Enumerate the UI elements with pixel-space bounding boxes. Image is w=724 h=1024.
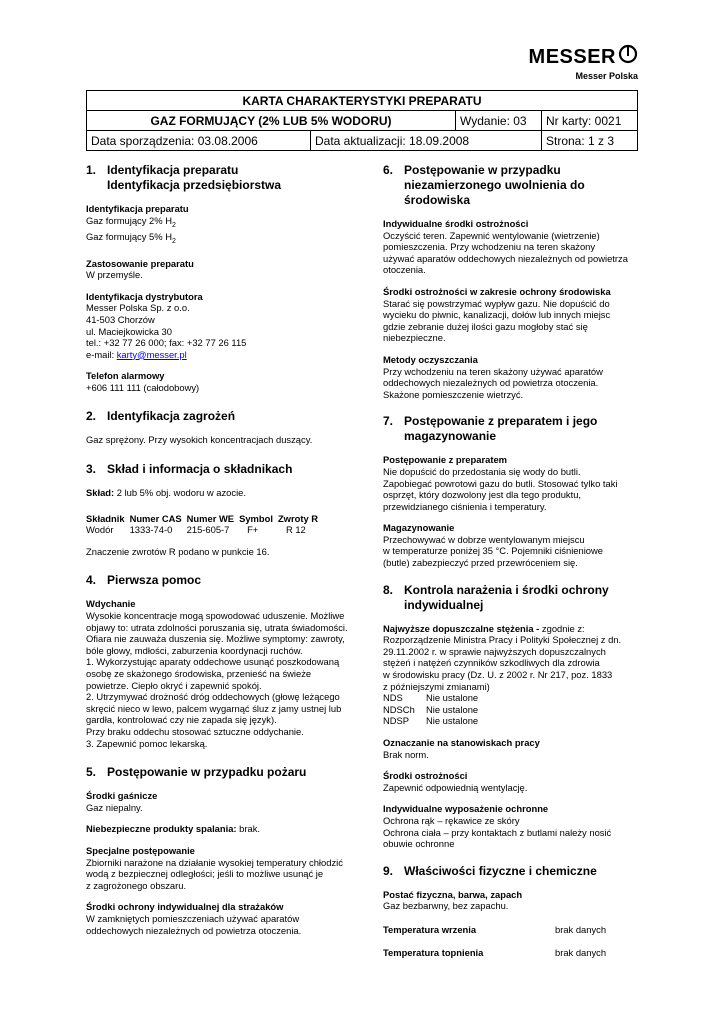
- subheading: Indywidualne wyposażenie ochronne: [383, 803, 549, 815]
- section-title: niezamierzonego uwolnienia do: [404, 178, 585, 192]
- text-line: Gaz niepalny.: [86, 801, 143, 813]
- section-1-heading: [86, 163, 356, 193]
- section-title: Postępowanie w przypadku pożaru: [107, 765, 307, 780]
- handling: [383, 454, 645, 512]
- text-line: powietrze. Ciepło okryć i zapewnić spokój.: [86, 679, 262, 691]
- text-line: skręcić nieco w lewo, palcem wygarnąć śluz z jamy ustnej lub: [86, 702, 342, 714]
- extinguishing-media: [86, 790, 356, 813]
- column-header: Numer CAS: [129, 512, 182, 524]
- table-cell: Wodór: [86, 524, 114, 536]
- text-line: wodą z bezpiecznej odległości; jeśli to możliwe usunąć je: [86, 868, 324, 880]
- brand-logo: [518, 44, 638, 84]
- left-column: [86, 163, 356, 946]
- limit-key: NDS: [383, 692, 403, 704]
- special-procedures: [86, 845, 356, 891]
- section-title: środowiska: [404, 193, 471, 207]
- subheading: Środki ochrony indywidualnej dla strażaków: [86, 901, 284, 913]
- section-title: Skład i informacja o składnikach: [107, 462, 293, 477]
- product-identification: [86, 203, 356, 248]
- section-5-heading: [86, 765, 356, 780]
- text-line: bóle głowy, mdłości, zaburzenia koordynacji ruchów.: [86, 644, 303, 656]
- email-link[interactable]: karty@messer.pl: [116, 348, 187, 360]
- section-number: 3.: [86, 462, 97, 477]
- subheading: Środki gaśnicze: [86, 790, 158, 802]
- text-line: oddechowych niezależnych od powietrza otoczenia.: [86, 924, 302, 936]
- subheading: Metody oczyszczania: [383, 353, 478, 365]
- section-number: 5.: [86, 765, 97, 780]
- right-column: [383, 163, 645, 969]
- text-line: Messer Polska Sp. z o.o.: [86, 302, 190, 314]
- page-number: Strona: 1 z 3: [542, 131, 638, 151]
- firefighter-protection: [86, 901, 356, 936]
- text-line: Zbiorniki narażone na działanie wysokiej temperatury chłodzić: [86, 856, 343, 868]
- text-line: przewidzianego ciśnienia i temperatury.: [383, 500, 547, 512]
- subheading: Specjalne postępowanie: [86, 844, 195, 856]
- property-key: Temperatura topnienia: [383, 946, 484, 958]
- product-use: [86, 258, 356, 281]
- section-title: Identyfikacja zagrożeń: [107, 409, 236, 424]
- text-line: Gaz formujący 2% H: [86, 214, 172, 226]
- section-9-heading: [383, 864, 645, 879]
- text-line: Starać się powstrzymać wypływ gazu. Nie dopuścić do: [383, 297, 610, 309]
- subheading: Postępowanie z preparatem: [383, 454, 507, 466]
- section-number: 2.: [86, 409, 97, 424]
- subheading: Zastosowanie preparatu: [86, 257, 194, 269]
- text-line: Gaz sprężony. Przy wysokich koncentracjach duszący.: [86, 434, 313, 446]
- column-header: Zwroty R: [277, 512, 319, 524]
- document-title: KARTA CHARAKTERYSTYKI PREPARATU: [87, 91, 638, 111]
- text-line: Zapewnić odpowiednią wentylację.: [383, 781, 528, 793]
- text-line: oddechowych niezależnych od powietrza otoczenia.: [383, 377, 599, 389]
- subheading: Środki ostrożności w zakresie ochrony środowiska: [383, 285, 611, 297]
- subheading: Identyfikacja preparatu: [86, 203, 189, 214]
- text-line: Znaczenie zwrotów R podano w punkcie 16.: [86, 545, 270, 557]
- table-cell: R 12: [285, 524, 306, 536]
- text-line: gdzie zebranie dużej ilości gazu mogłoby stać się: [383, 320, 588, 332]
- section-title: Identyfikacja przedsiębiorstwa: [107, 178, 282, 192]
- messer-logo-icon: [618, 44, 638, 64]
- section-title: Kontrola narażenia i środki ochrony: [404, 582, 609, 597]
- subheading: Niebezpieczne produkty spalania:: [86, 823, 237, 835]
- composition-label: Skład:: [86, 487, 115, 499]
- table-cell: 215-605-7: [186, 524, 230, 536]
- section-8-heading: [383, 583, 645, 613]
- limit-key: NDSCh: [383, 703, 415, 715]
- text-line: Rozporządzenie Ministra Pracy i Polityki Społecznej z dn.: [383, 634, 622, 646]
- text-line: +606 111 111 (całodobowy): [86, 381, 200, 393]
- protective-equipment: [383, 803, 645, 849]
- column-header: Symbol: [239, 512, 273, 524]
- section-title: Postępowanie w przypadku: [404, 163, 561, 177]
- text-line: osprzęt, który dozwolony jest dla tego produktu,: [383, 489, 582, 501]
- personal-precautions: [383, 218, 645, 276]
- text-line: 29.11.2002 r. w sprawie najwyższych dopuszczalnych: [383, 645, 606, 657]
- date-created: Data sporządzenia: 03.08.2006: [87, 131, 311, 151]
- subheading: Środki ostrożności: [383, 770, 468, 782]
- text-line: Zapobiegać powrotowi gazu do butli. Stosować tylko taki: [383, 477, 618, 489]
- text-line: brak.: [236, 823, 261, 835]
- section-number: 9.: [383, 863, 394, 878]
- section-title: magazynowanie: [404, 429, 497, 444]
- text-line: Ochrona rąk – rękawice ze skóry: [383, 814, 520, 826]
- limit-key: NDSP: [383, 715, 410, 727]
- column-header: Numer WE: [186, 512, 235, 524]
- limit-value: Nie ustalone: [426, 703, 479, 715]
- text-line: Przy wchodzeniu na teren skażony używać aparatów: [383, 365, 603, 377]
- distributor: [86, 291, 356, 361]
- table-row: [86, 524, 323, 536]
- text-line: osobę ze skażonego środowiska, przenieść na świeże: [86, 668, 312, 679]
- section-6-heading: [383, 163, 645, 208]
- subheading: Identyfikacja dystrybutora: [86, 290, 203, 302]
- text-line: używać aparatów oddechowych niezależnych od powietrza: [383, 252, 628, 264]
- text-line: w temperaturze poniżej 35 °C. Pojemniki ciśnieniowe: [383, 545, 603, 557]
- text-line: W zamkniętych pomieszczeniach używać aparatów: [86, 912, 300, 924]
- brand-name: MESSER: [528, 46, 616, 68]
- table-cell: F+: [247, 524, 259, 536]
- text-line: e-mail:: [86, 348, 117, 360]
- text-line: Brak norm.: [383, 748, 429, 760]
- edition: Wydanie: 03: [456, 111, 542, 131]
- text-line: 2 lub 5% obj. wodoru w azocie.: [114, 487, 246, 499]
- text-line: z zagrożonego obszaru.: [86, 879, 187, 891]
- storage: [383, 522, 645, 568]
- physical-form: [383, 889, 645, 912]
- property-key: Temperatura wrzenia: [383, 923, 477, 935]
- date-updated: Data aktualizacji: 18.09.2008: [311, 131, 542, 151]
- text-line: objawy to: utrata zdolności poruszania się, utrata świadomości.: [86, 621, 348, 633]
- subheading: Indywidualne środki ostrożności: [383, 218, 529, 229]
- column-header: Składnik: [86, 512, 125, 524]
- precautions: [383, 770, 645, 793]
- section-title: Pierwsza pomoc: [107, 573, 202, 588]
- subheading: Oznaczanie na stanowiskach pracy: [383, 737, 540, 748]
- section-number: 6.: [383, 163, 394, 177]
- limit-row: [383, 692, 645, 704]
- section-number: 1.: [86, 163, 97, 177]
- text-line: zgodnie z:: [539, 622, 585, 634]
- text-line: z późniejszymi zmianami): [383, 680, 490, 692]
- text-line: niebezpieczne.: [383, 332, 446, 344]
- property-value: brak danych: [555, 923, 607, 935]
- text-line: Skażone pomieszczenie wietrzyć.: [383, 388, 524, 400]
- cleanup-methods: [383, 354, 645, 400]
- text-line: Ofiara nie zauważa duszenia się. Możliwe symptomy: zawroty,: [86, 633, 345, 645]
- text-line: Oczyścić teren. Zapewnić wentylowanie (wietrzenie): [383, 229, 600, 241]
- limit-row: [383, 715, 645, 727]
- limit-row: [383, 704, 645, 716]
- text-line: (butle) zabezpieczyć przed przewróceniem się.: [383, 557, 578, 569]
- section-7-heading: [383, 414, 645, 444]
- exposure-limits: [383, 623, 645, 727]
- text-line: W przemyśle.: [86, 269, 143, 281]
- text-line: Przy braku oddechu stosować sztuczne oddychanie.: [86, 725, 304, 737]
- subheading: Telefon alarmowy: [86, 370, 165, 382]
- environmental-precautions: [383, 286, 645, 344]
- document-header: [86, 90, 638, 151]
- property-value: brak danych: [555, 946, 607, 958]
- text-line: Wysokie koncentracje mogą spowodować uduszenie. Możliwe: [86, 610, 345, 622]
- property-row: [383, 947, 645, 959]
- text-line: w środowisku pracy (Dz. U. z 2002 r. Nr 217, poz. 1833: [383, 669, 613, 681]
- section-title: indywidualnej: [404, 597, 484, 612]
- text-line: tel.: +32 77 26 000; fax: +32 77 26 115: [86, 337, 247, 349]
- section-title: Identyfikacja preparatu: [107, 163, 239, 177]
- text-line: wycieku do piwnic, kanalizacji, dołów lub innych miejsc: [383, 309, 611, 321]
- section-4-heading: [86, 573, 356, 588]
- text-line: Nie dopuścić do przedostania się wody do butli.: [383, 465, 581, 477]
- subheading: Postać fizyczna, barwa, zapach: [383, 888, 523, 900]
- property-row: [383, 924, 645, 936]
- table-cell: 1333-74-0: [129, 524, 173, 536]
- text-line: Ochrona ciała – przy kontaktach z butlami należy nosić: [383, 826, 612, 838]
- section-number: 4.: [86, 573, 97, 588]
- text-line: otoczenia.: [383, 264, 426, 276]
- subheading: Najwyższe dopuszczalne stężenia -: [383, 622, 540, 634]
- product-name: GAZ FORMUJĄCY (2% LUB 5% WODORU): [87, 111, 456, 131]
- text-line: obuwie ochronne: [383, 838, 455, 850]
- limit-value: Nie ustalone: [426, 715, 479, 727]
- text-line: Gaz formujący 5% H: [86, 231, 172, 243]
- first-aid-inhalation: [86, 598, 356, 749]
- text-line: gardła, kontrolować czy nie zapada się język).: [86, 714, 277, 726]
- limit-value: Nie ustalone: [426, 692, 479, 704]
- section-3-heading: [86, 462, 356, 477]
- composition-table: [86, 513, 323, 536]
- emergency-phone: [86, 370, 356, 393]
- section-title: Postępowanie z preparatem i jego: [404, 414, 598, 429]
- text-line: Gaz bezbarwny, bez zapachu.: [383, 900, 509, 912]
- text-line: 3. Zapewnić pomoc lekarską.: [86, 737, 208, 749]
- text-line: Przechowywać w dobrze wentylowanym miejscu: [383, 533, 585, 545]
- card-number: Nr karty: 0021: [542, 111, 638, 131]
- section-2-heading: [86, 409, 356, 424]
- brand-subtitle: Messer Polska: [575, 71, 638, 81]
- subscript: 2: [171, 221, 176, 229]
- text-line: ul. Maciejkowicka 30: [86, 325, 172, 337]
- subscript: 2: [171, 237, 176, 245]
- text-line: pomieszczenia. Przy wchodzeniu na teren skażony: [383, 241, 596, 253]
- section-title: Właściwości fizyczne i chemiczne: [404, 863, 597, 878]
- workplace-marking: [383, 737, 645, 760]
- subheading: Magazynowanie: [383, 522, 455, 534]
- text-line: 2. Utrzymywać drożność dróg oddechowych (głowę leżącego: [86, 691, 340, 703]
- text-line: stężeń i natężeń czynników szkodliwych dla zdrowia: [383, 657, 600, 669]
- table-header-row: [86, 513, 323, 525]
- subheading: Wdychanie: [86, 598, 136, 610]
- section-number: 8.: [383, 582, 394, 597]
- section-number: 7.: [383, 414, 394, 429]
- text-line: 41-503 Chorzów: [86, 313, 155, 325]
- text-line: 1. Wykorzystując aparaty oddechowe usunąć poszkodowaną: [86, 656, 340, 668]
